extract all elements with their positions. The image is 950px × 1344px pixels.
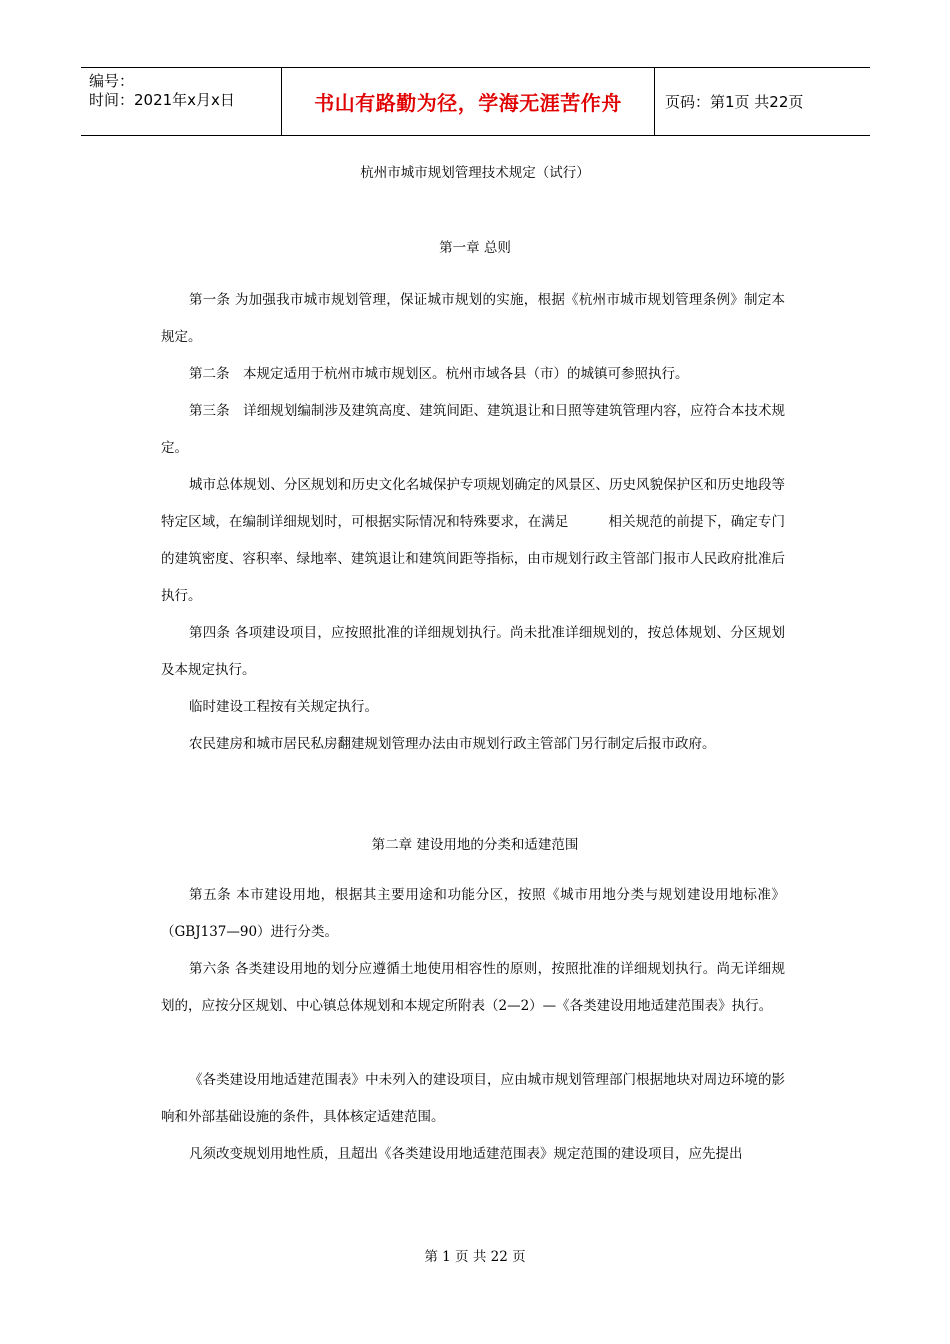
- header-page-info: [655, 68, 870, 135]
- header-motto-cell: [281, 68, 655, 135]
- paragraph-special-areas-part1: 城市总体规划、分区规划和历史文化名城保护专项规划确定的风景区、历史风貌保护区和历史地段等特定区域，在编制详细规划时，可根据实际情况和特殊要求，在满足: [161, 477, 785, 530]
- paragraph-change-use: 凡须改变规划用地性质，且超出《各类建设用地适建范围表》规定范围的建设项目，应先提出: [189, 1146, 743, 1162]
- paragraph-special-areas: [161, 467, 785, 615]
- page-footer: 第 1 页 共 22 页: [424, 1249, 526, 1265]
- paragraph-special-areas-part2: 相关规范的前提下，确定专门的建筑密度、容积率、绿地率、建筑退让和建筑间距等指标，由市规划行政主管部门报市人民政府批准后执行。: [161, 514, 786, 604]
- article-2: 第二条 本规定适用于杭州市城市规划区。杭州市域各县（市）的城镇可参照执行。: [189, 366, 689, 382]
- chapter-2-heading: 第二章 建设用地的分类和适建范围: [371, 837, 579, 853]
- time-label: 时间：2021年x月x日: [89, 91, 235, 109]
- page-header: [81, 67, 870, 136]
- article-6: 第六条 各类建设用地的划分应遵循土地使用相容性的原则，按照批准的详细规划执行。尚无详细规划的，应按分区规划、中心镇总体规划和本规定所附表（2—2）—《各类建设用地适建范围表》执行。: [161, 961, 785, 1014]
- number-label: 编号：: [89, 72, 135, 90]
- article-4: 第四条 各项建设项目，应按照批准的详细规划执行。尚未批准详细规划的，按总体规划、分区规划及本规定执行。: [161, 625, 785, 678]
- paragraph-temporary: 临时建设工程按有关规定执行。: [189, 699, 378, 715]
- header-meta: [81, 68, 281, 135]
- chapter-1-heading: 第一章 总则: [439, 240, 511, 256]
- document-title: 杭州市城市规划管理技术规定（试行）: [360, 165, 590, 181]
- article-3: 第三条 详细规划编制涉及建筑高度、建筑间距、建筑退让和日照等建筑管理内容，应符合本技术规定。: [161, 403, 785, 456]
- page-info-text: 页码：第1页 共22页: [665, 93, 804, 111]
- paragraph-unlisted: 《各类建设用地适建范围表》中未列入的建设项目，应由城市规划管理部门根据地块对周边环境的影响和外部基础设施的条件，具体核定适建范围。: [161, 1072, 785, 1125]
- article-1: 第一条 为加强我市城市规划管理，保证城市规划的实施，根据《杭州市城市规划管理条例》制定本规定。: [161, 292, 785, 345]
- motto-text: 书山有路勤为径，学海无涯苦作舟: [314, 91, 622, 115]
- paragraph-farmer-housing: 农民建房和城市居民私房翻建规划管理办法由市规划行政主管部门另行制定后报市政府。: [189, 736, 716, 752]
- article-5: 第五条 本市建设用地，根据其主要用途和功能分区，按照《城市用地分类与规划建设用地标准》（GBJ137—90）进行分类。: [161, 887, 785, 940]
